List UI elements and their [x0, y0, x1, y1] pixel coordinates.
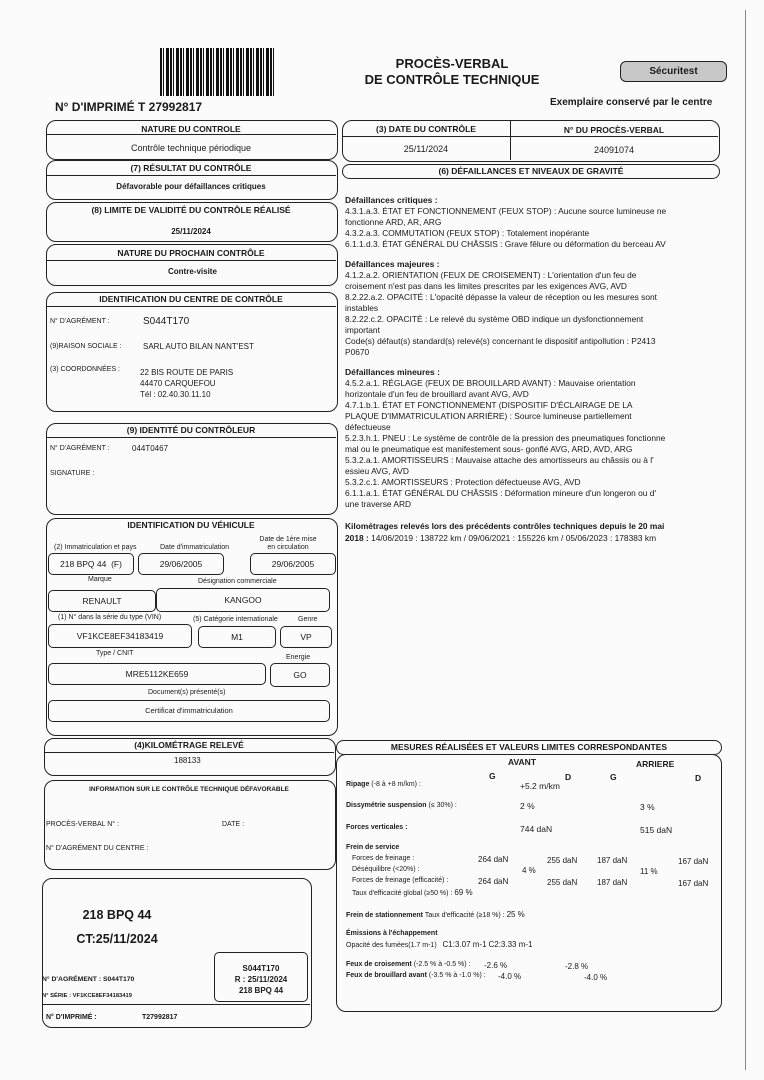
global-row	[352, 888, 473, 897]
defect-line: 4.3.2.a.3. COMMUTATION (FEUX STOP) : Totalement inopérante	[345, 228, 590, 238]
defect-line: défectueuse	[345, 422, 391, 432]
arriere-d-label: D	[695, 773, 702, 783]
defect-line: une traverse ARD	[345, 499, 412, 509]
brake-forces-label: Forces de freinage :	[352, 855, 415, 862]
defect-line: fonctionne ARD, AR, ARG	[345, 217, 442, 227]
emission-title: Émissions à l'échappement	[346, 930, 438, 937]
forces-ar: 515 daN	[640, 825, 673, 835]
bf-avg: 264 daN	[478, 855, 509, 864]
defect-line: instables	[345, 303, 379, 313]
centre-agrement-value: S044T170	[143, 316, 190, 327]
defect-line: 4.5.2.a.1. RÉGLAGE (FEUX DE BROUILLARD AVANT) : Mauvaise orientation	[345, 378, 636, 388]
first-circ-label-1: Date de 1ère mise	[259, 536, 317, 543]
first-circ-label	[248, 536, 328, 552]
docs-label: Document(s) présenté(s)	[148, 689, 226, 696]
divider	[46, 437, 336, 438]
first-circ-value: 29/06/2005	[250, 553, 336, 575]
barcode	[160, 48, 275, 96]
controller-agrement-value: 044T0467	[132, 444, 169, 453]
raison-value: SARL AUTO BILAN NANT'EST	[143, 342, 254, 351]
vin-value: VF1KCE8EF34183419	[48, 624, 192, 648]
crois-row	[346, 961, 471, 968]
defect-line: croisement n'est pas dans les limites prescrites par les exigences AVG, AVD	[345, 281, 627, 291]
designation-value: KANGOO	[156, 588, 330, 612]
eff-arg: 187 daN	[597, 878, 628, 887]
copy-note: Exemplaire conservé par le centre	[550, 97, 713, 108]
deseq-ar: 11 %	[640, 867, 658, 876]
category-value: M1	[198, 626, 276, 648]
stamp-line-3: 218 BPQ 44	[238, 986, 284, 995]
unfavorable-header: INFORMATION SUR LE CONTRÔLE TECHNIQUE DÉFAVORABLE	[89, 786, 289, 793]
major-title: Défaillances majeures :	[345, 259, 440, 269]
designation-label: Désignation commerciale	[198, 578, 277, 585]
minor-list	[345, 378, 717, 510]
brouil-label: Feux de brouillard avant	[346, 972, 427, 979]
next-control-header: NATURE DU PROCHAIN CONTRÔLE	[117, 248, 265, 258]
history-year: 2018 :	[345, 533, 369, 543]
history-values: 14/06/2019 : 138722 km / 09/06/2021 : 155226 km / 05/06/2023 : 178383 km	[371, 533, 657, 543]
immat-date-value: 29/06/2005	[138, 553, 224, 575]
immat-value: 218 BPQ 44	[60, 559, 107, 569]
pv-value: 24091074	[593, 145, 635, 155]
genre-value: VP	[280, 626, 332, 648]
network-badge: Sécuritest	[620, 61, 727, 82]
defect-line: essieu AVG, AVD	[345, 466, 409, 476]
coord-label: (3) COORDONNÉES :	[50, 366, 121, 373]
global-value: 69 %	[454, 888, 473, 897]
defect-line: P0670	[345, 347, 370, 357]
eff-avg: 264 daN	[478, 877, 509, 886]
mileage-value: 188133	[174, 756, 201, 765]
crois-limit: (-2.5 % à -0.5 %) :	[413, 961, 471, 968]
country-value: (F)	[111, 559, 122, 569]
bf-avd: 255 daN	[547, 856, 578, 865]
divider	[46, 175, 336, 176]
phone: Tél : 02.40.30.11.10	[140, 390, 211, 399]
immat-cell	[48, 553, 134, 575]
forces-av: 744 daN	[520, 824, 553, 834]
divider	[42, 1004, 310, 1005]
sticker-imprime-value: T27992817	[142, 1014, 178, 1021]
defect-line: Code(s) défaut(s) standard(s) relevé(s) concernant le dispositif antipollution : P2413	[345, 336, 656, 346]
title-line-2: DE CONTRÔLE TECHNIQUE	[364, 72, 540, 87]
pv-label: PROCÈS-VERBAL N° :	[46, 821, 119, 828]
park-limit: Taux d'efficacité (≥18 %) :	[424, 912, 505, 919]
avant-g-label: G	[489, 771, 496, 781]
defect-line: 8.2.22.c.2. OPACITÉ : Le relevé du système OBD indique un dysfonctionnement	[345, 314, 644, 324]
brand-label: Marque	[88, 576, 112, 583]
forces-label: Forces verticales :	[346, 824, 408, 831]
global-label: Taux d'efficacité global (≥50 %) :	[352, 890, 453, 897]
validity-value: 25/11/2024	[171, 227, 211, 236]
validity-header: (8) LIMITE DE VALIDITÉ DU CONTRÔLE RÉALISÉ	[91, 205, 291, 215]
avant-d-label: D	[565, 772, 572, 782]
arriere-g-label: G	[610, 772, 617, 782]
docs-value: Certificat d'immatriculation	[48, 700, 330, 722]
result-value: Défavorable pour défaillances critiques	[116, 182, 266, 191]
stamp-line-1: S044T170	[242, 964, 280, 973]
pv-header: N° DU PROCÈS-VERBAL	[563, 125, 665, 135]
ripage-row	[346, 781, 421, 788]
sticker-ct-date: CT:25/11/2024	[76, 932, 158, 946]
deseq-av: 4 %	[522, 866, 536, 875]
energy-value: GO	[270, 663, 330, 687]
date-header: (3) DATE DU CONTRÔLE	[376, 124, 476, 134]
signature-label: SIGNATURE :	[50, 470, 95, 477]
defect-line: 4.7.1.b.1. ÉTAT ET FONCTIONNEMENT (DISPOSITIF D'ÉCLAIRAGE DE LA	[345, 400, 633, 410]
defect-line: 8.2.22.a.2. OPACITÉ : L'opacité dépasse la valeur de réception ou les mesures sont	[345, 292, 657, 302]
divider	[46, 306, 336, 307]
major-list	[345, 270, 717, 358]
opacity-row	[346, 940, 533, 949]
park-label: Frein de stationnement	[346, 912, 424, 919]
critical-title: Défaillances critiques :	[345, 195, 438, 205]
document-title	[352, 56, 552, 88]
scan-edge	[745, 10, 746, 1070]
stamp-line-2: R : 25/11/2024	[234, 975, 288, 984]
address-line-1: 22 BIS ROUTE DE PARIS	[140, 368, 234, 377]
brouil-row	[346, 972, 486, 979]
dissym-ar: 3 %	[640, 802, 655, 812]
date-label: DATE :	[222, 821, 245, 828]
defect-line: 6.1.1.d.3. ÉTAT GÉNÉRAL DU CHÂSSIS : Grave fêlure ou déformation du berceau AV	[345, 239, 666, 249]
measures-header: MESURES RÉALISÉES ET VALEURS LIMITES CORRESPONDANTES	[336, 740, 722, 755]
crois-d: -2.8 %	[565, 962, 589, 971]
dissym-label: Dissymétrie suspension	[346, 802, 427, 809]
arriere-label: ARRIERE	[636, 759, 675, 769]
history-title: Kilométrages relevés lors des précédents contrôles techniques depuis le 20 mai	[345, 521, 665, 531]
brouil-d: -4.0 %	[584, 973, 608, 982]
dissym-row	[346, 802, 457, 809]
immat-label: (2) Immatriculation et pays	[54, 544, 137, 551]
sticker-agrement: N° D'AGRÉMENT : S044T170	[42, 976, 135, 983]
controller-header: (9) IDENTITÉ DU CONTRÔLEUR	[126, 425, 256, 435]
eff-avd: 255 daN	[547, 878, 578, 887]
nature-header: NATURE DU CONTROLE	[141, 124, 241, 134]
divider	[342, 136, 718, 137]
bf-arg: 187 daN	[597, 856, 628, 865]
defects-list	[345, 194, 717, 544]
opacity-c2: C2:3.33 m-1	[488, 940, 533, 949]
centre-agrement-label-2: N° D'AGRÉMENT DU CENTRE :	[46, 845, 149, 852]
defect-line: 4.1.2.a.2. ORIENTATION (FEUX DE CROISEMENT) : L'orientation d'un feu de	[345, 270, 637, 280]
sticker-serie: N° SÉRIE : VF1KCE8EF34183419	[42, 993, 132, 999]
minor-title: Défaillances mineures :	[345, 367, 440, 377]
brand-value: RENAULT	[48, 590, 156, 612]
print-number: N° D'IMPRIMÉ T 27992817	[55, 100, 203, 114]
brouil-g: -4.0 %	[498, 972, 522, 981]
address-line-2: 44470 CARQUEFOU	[140, 379, 216, 388]
defect-line: horizontale d'un feu de brouillard avant AVG, AVD	[345, 389, 529, 399]
opacity-label: Opacité des fumées(1.7 m-1)	[346, 942, 437, 949]
divider	[44, 752, 334, 753]
sticker-imprime-label: N° D'IMPRIMÉ :	[46, 1014, 97, 1021]
genre-label: Genre	[298, 616, 318, 623]
park-row	[346, 910, 525, 919]
vehicle-header: IDENTIFICATION DU VÉHICULE	[127, 520, 255, 530]
defect-line: 5.2.3.h.1. PNEU : Le système de contrôle de la pression des pneumatiques fonctionne	[345, 433, 666, 443]
eff-label: Forces de freinage (efficacité) :	[352, 877, 449, 884]
next-control-value: Contre-visite	[168, 267, 217, 276]
defect-line: 6.1.1.a.1. ÉTAT GÉNÉRAL DU CHÂSSIS : Déformation mineure d'un longeron ou d'	[345, 488, 657, 498]
centre-address	[140, 367, 233, 400]
centre-header: IDENTIFICATION DU CENTRE DE CONTRÔLE	[99, 294, 283, 304]
mileage-history	[345, 520, 717, 544]
eff-ard: 167 daN	[678, 879, 709, 888]
category-label: (5) Catégorie internationale	[193, 616, 278, 623]
type-value: MRE5112KE659	[48, 663, 266, 685]
immat-date-label: Date d'immatriculation	[160, 544, 230, 551]
vin-label: (1) N° dans la série du type (VIN)	[58, 614, 162, 621]
defects-header: (6) DÉFAILLANCES ET NIVEAUX DE GRAVITÉ	[342, 164, 720, 179]
nature-value: Contrôle technique périodique	[130, 143, 252, 153]
defect-line: PLAQUE D'IMMATRICULATION ARRIÈRE) : Source lumineuse partiellement	[345, 411, 632, 421]
defect-line: important	[345, 325, 380, 335]
crois-g: -2.6 %	[484, 961, 508, 970]
defect-line: mal ou le pneumatique est manifestement sous- gonflé AVG, ARD, AVD, ARG	[345, 444, 633, 454]
ripage-limit: (-8 à +8 m/km) :	[371, 781, 421, 788]
dissym-limit: (≤ 30%) :	[428, 802, 457, 809]
ripage-label: Ripage	[346, 781, 370, 788]
defect-line: 5.3.2.c.1. AMORTISSEURS : Protection défectueuse AVG, AVD	[345, 477, 581, 487]
first-circ-label-2: en circulation	[267, 544, 309, 551]
defect-line: 5.3.2.a.1. AMORTISSEURS : Mauvaise attache des amortisseurs au châssis ou à l'	[345, 455, 654, 465]
energy-label: Energie	[286, 654, 311, 661]
mileage-header: (4)KILOMÉTRAGE RELEVÉ	[134, 740, 244, 750]
bf-ard: 167 daN	[678, 857, 709, 866]
divider	[46, 134, 336, 135]
date-value: 25/11/2024	[403, 144, 449, 154]
dissym-av: 2 %	[520, 801, 535, 811]
park-value: 25 %	[506, 910, 525, 919]
controller-agrement-label: N° D'AGRÉMENT :	[50, 445, 110, 452]
centre-agrement-label: N° D'AGRÉMENT :	[50, 318, 110, 325]
crois-label: Feux de croisement	[346, 961, 412, 968]
defect-line: 4.3.1.a.3. ÉTAT ET FONCTIONNEMENT (FEUX STOP) : Aucune source lumineuse ne	[345, 206, 667, 216]
critical-list	[345, 206, 717, 250]
opacity-c1: C1:3.07 m-1	[442, 940, 487, 949]
raison-label: (9)RAISON SOCIALE :	[50, 343, 122, 350]
avant-label: AVANT	[508, 757, 537, 767]
sticker-plate: 218 BPQ 44	[82, 908, 152, 922]
type-label: Type / CNIT	[96, 650, 134, 657]
result-header: (7) RÉSULTAT DU CONTRÔLE	[130, 163, 252, 173]
service-title: Frein de service	[346, 844, 400, 851]
divider	[46, 260, 336, 261]
sticker-stamp	[214, 952, 308, 1002]
brouil-limit: (-3.5 % à -1.0 %) :	[428, 972, 486, 979]
deseq-label: Déséquilibre (<20%) :	[352, 866, 420, 873]
title-line-1: PROCÈS-VERBAL	[395, 56, 509, 71]
ripage-value: +5.2 m/km	[520, 781, 560, 791]
